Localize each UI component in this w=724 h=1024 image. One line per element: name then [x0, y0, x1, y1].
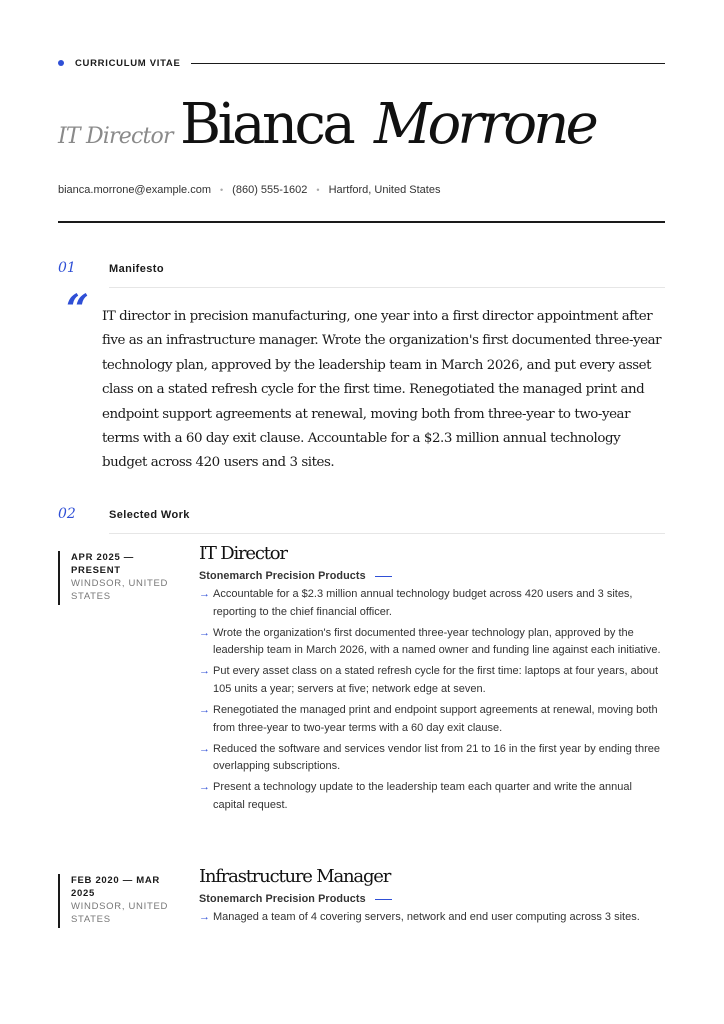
job-meta [58, 874, 178, 928]
separator: • [316, 185, 320, 195]
arrow-right-icon: → [199, 781, 210, 794]
manifesto-text: IT director in precision manufacturing, one year into a first director appointment after five as an infrastructure manager. Wrote the organization's first documented three-year technology plan, approved by the leadership team in March 2026, and put every asset class on a stated refresh cycle for the first time. Renegotiated the managed print and endpoint support agreements at renewal, moving both from three-year to two-year terms with a 60 day exit clause. Accountable for a $2.3 million annual technology budget across 420 users and 3 sites. [102, 309, 662, 471]
role-title: IT Director [58, 124, 173, 149]
list-item [199, 663, 665, 698]
bullet-text: Reduced the software and services vendor list from 21 to 16 in the first year by ending three overlapping subscriptions. [213, 742, 660, 773]
email-link[interactable]: bianca.morrone@example.com [58, 184, 212, 196]
company-dash [375, 899, 392, 900]
job-location: WINDSOR, UNITED STATES [71, 578, 169, 602]
company-name: Stonemarch Precision Products [199, 893, 366, 905]
arrow-right-icon: → [199, 588, 210, 600]
list-item [199, 586, 665, 621]
company-dash [375, 576, 392, 577]
job-title: IT Director [199, 543, 287, 564]
header-divider [58, 221, 665, 223]
section-work-heading [58, 506, 665, 536]
arrow-right-icon: → [199, 704, 210, 717]
separator: • [220, 185, 224, 195]
bullet-text: Present a technology update to the leadership team each quarter and write the annual capital request. [213, 781, 632, 812]
list-item [199, 779, 665, 814]
kicker-label: CURRICULUM VITAE [75, 57, 181, 69]
contact-line [58, 184, 665, 196]
section-title: Selected Work [109, 509, 190, 521]
bullet-text: Put every asset class on a stated refresh cycle for the first time: laptops at four years, about 105 units a year; servers at five; network edge at seven. [213, 665, 659, 695]
resume-page [58, 0, 665, 1024]
arrow-right-icon: → [199, 665, 210, 678]
bullet-text: Wrote the organization's first documented three-year technology plan, approved by the leadership team in March 2026, with a named owner and funding line against each initiative. [213, 626, 661, 657]
company-name: Stonemarch Precision Products [199, 570, 366, 582]
section-title: Manifesto [109, 263, 164, 275]
quote-icon: “ [66, 286, 90, 333]
job-dates: APR 2025 — PRESENT [71, 552, 134, 576]
job-body [199, 543, 665, 818]
location-text: Hartford, United States [328, 184, 441, 196]
job-company [199, 570, 665, 582]
list-item [199, 625, 665, 660]
name-block [58, 90, 665, 160]
job-body [199, 866, 665, 930]
accent-dot-icon [58, 60, 64, 66]
first-name: Bianca [180, 92, 353, 157]
bullet-text: Renegotiated the managed print and endpoint support agreements at renewal, moving both from three-year to two-year terms with a 60 day exit clause. [213, 704, 658, 734]
job-company [199, 893, 665, 905]
arrow-right-icon: → [199, 911, 210, 923]
bullet-text: Accountable for a $2.3 million annual technology budget across 420 users and 3 sites, reporting to the chief financial officer. [213, 588, 633, 618]
job-meta [58, 551, 178, 605]
kicker-rule [191, 63, 666, 64]
list-item [199, 741, 665, 776]
bullet-text: Managed a team of 4 covering servers, network and end user computing across 3 sites. [213, 911, 640, 923]
kicker [58, 56, 665, 70]
section-rule [109, 287, 665, 288]
list-item [199, 909, 665, 927]
job-title: Infrastructure Manager [199, 866, 391, 887]
last-name: Morrone [374, 92, 595, 157]
section-rule [109, 533, 665, 534]
list-item [199, 702, 665, 737]
job-bullets [199, 586, 665, 815]
section-number: 01 [58, 260, 76, 276]
arrow-right-icon: → [199, 626, 210, 639]
section-number: 02 [58, 506, 76, 522]
section-manifesto-heading [58, 260, 665, 290]
job-dates: FEB 2020 — MAR 2025 [71, 875, 160, 899]
arrow-right-icon: → [199, 742, 210, 755]
phone-link[interactable]: (860) 555-1602 [232, 184, 308, 196]
job-bullets [199, 909, 665, 927]
job-location: WINDSOR, UNITED STATES [71, 901, 169, 925]
